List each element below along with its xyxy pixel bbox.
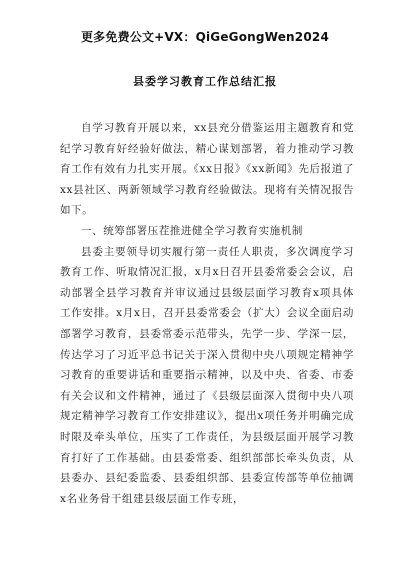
document-body [60, 118, 354, 509]
watermark-text: 更多免费公文+VX：QiGeGongWen2024 [80, 30, 329, 44]
document-title: 县委学习教育工作总结汇报 [133, 75, 277, 88]
paragraph-intro: 自学习教育开展以来，xx县充分借鉴运用主题教育和党纪学习教育好经验好做法，精心谋划部署，着力推动学习教育工作有效有力扎实开展。《xx日报》《xx新闻》先后报道了xx县社区、两新领域学习教育经验做法。现将有关情况报告如下。 [60, 122, 354, 217]
section-heading: 一、统筹部署压茬推进健全学习教育实施机制 [81, 224, 303, 237]
paragraph-section-1: 县委主要领导切实履行第一责任人职责，多次调度学习教育工作、听取情况汇报，x月x日召开县委常委会会议，启动部署全县学习教育并审议通过县级层面学习教育x项具体工作安排。x月x日，召开县委常委会（扩大）会议全面启动部署学习教育，县委常委示范带头，先学一步、学深一层，传达学习了习近平总书记关于深入贯彻中央八项规定精神学习教育的重要讲话和重要指示精神，以及中央、省委、市委有关会议和文件精神，通过了《县级层面深入贯彻中央八项规定精神学习教育工作安排建议》，提出x项任务并明确完成时限及牵头单位，压实了工作责任，为县级层面开展学习教育打好了工作基础。由县委常委、组织部部长牵头负责，从县委办、县纪委监委、县委组织部、县委宣传部等单位抽调x名业务骨干组建县级层面工作专班， [60, 245, 354, 505]
